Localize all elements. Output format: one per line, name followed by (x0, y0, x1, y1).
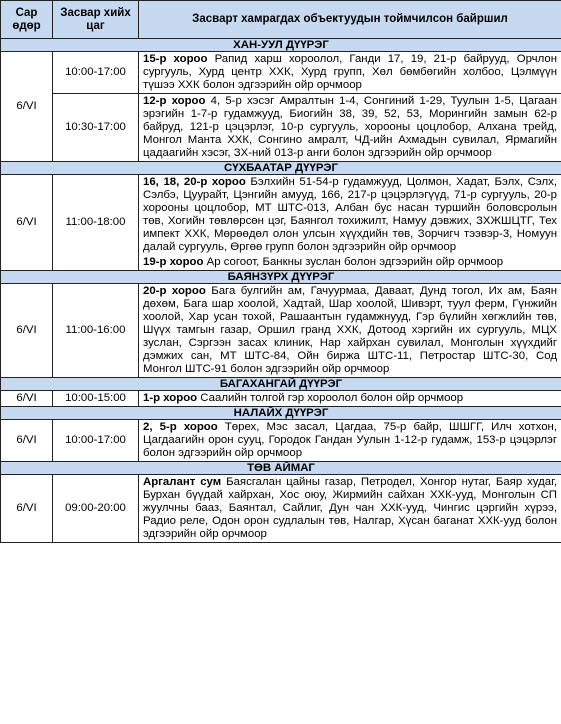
district-header: БАГАХАНГАЙ ДҮҮРЭГ (1, 378, 561, 391)
date-cell: 6/VI (1, 52, 53, 162)
khoroo-label: 12-р хороо (143, 95, 206, 107)
location-text: Ар согоот, Банкны зуслан болон эдгээрийн ойр орчмоор (203, 256, 504, 268)
header-location: Засварт хамрагдах объектуудын тоймчилсон байршил (139, 1, 561, 39)
location-cell (139, 52, 561, 94)
time-cell: 11:00-16:00 (53, 284, 139, 378)
location-text: Баясгалан цайны газар, Петродел, Хонгор нутаг, Баяр худаг, Бурхан бүүдай хайрхан, Хос оюу, Жирмийн сайхан ХХК-ууд, Монголын СП жуулчны бааз, Баянтал, Сайлиг, Дун чан ХХК-ууд, Чингис цэргийн хүрээ, Радио реле, Одон орон судлалын төв, Налгар, Хүсан баганат ХХК-ууд болон эдгээрийн ойр орчмоор (143, 476, 558, 540)
header-time: Засвар хийх цаг (53, 1, 139, 39)
date-cell: 6/VI (1, 175, 53, 271)
location-cell (139, 420, 561, 462)
location-cell (139, 175, 561, 271)
district-header: СҮХБААТАР ДҮҮРЭГ (1, 162, 561, 175)
khoroo-label: 1-р хороо (143, 392, 198, 404)
location-text: Бага булгийн ам, Гачуурмаа, Даваат, Дунд тогол, Их ам, Баян дөхөм, Бага шар хоолой, Хадтай, Шар хоолой, Шивэрт, туул ферм, Гүнжийн хоолой, Хар усан тохой, Рашаантын гудамжнууд, Гэр бүлийн хөгжлийн төв, Шүүх тамгын газар, Оршил гранд ХХК, Дотоод хэргийн их сургууль, МЦХ зуслан, Сэргээн засах клиник, Нар хайрхан сувилал, Монголын хүүхдийг дэмжих сан, МТ ШТС-84, Ойн биржа ШТС-11, Петростар ШТС-30, Сод Монгол ШТС-91 болон эдгээрийн ойр орчмоор (143, 285, 558, 375)
date-cell: 6/VI (1, 284, 53, 378)
time-cell: 10:00-15:00 (53, 391, 139, 407)
location-text: Төрех, Мэс засал, Цагдаа, 75-р байр, ШШГГ, Илч хотхон, Цагдаагийн орон сууц, Городок Гандан Уулын 1-12-р гудамж, 153-р цэцэрлэг болон эдгээрийн ойр орчмоор (143, 421, 557, 459)
khoroo-label: 20-р хороо (143, 285, 206, 297)
district-header: БАЯНЗҮРХ ДҮҮРЭГ (1, 271, 561, 284)
district-header: НАЛАЙХ ДҮҮРЭГ (1, 407, 561, 420)
location-text: Рапид харш хороолол, Ганди 17, 19, 21-р байрууд, Орчлон сургууль, Хурд центр ХХК, Хурд групп, Хөл бөмбөгийн холбоо, Цэлмүүн түшээ ХХК болон эдгээрийн ойр орчмоор (143, 53, 557, 91)
time-cell: 10:00-17:00 (53, 52, 139, 94)
district-header: ХАН-УУЛ ДҮҮРЭГ (1, 39, 561, 52)
khoroo-label: 15-р хороо (143, 53, 208, 65)
time-cell: 09:00-20:00 (53, 475, 139, 543)
time-cell: 11:00-18:00 (53, 175, 139, 271)
location-cell (139, 475, 561, 543)
date-cell: 6/VI (1, 420, 53, 462)
district-header: ТӨВ АЙМАГ (1, 462, 561, 475)
khoroo-label: 19-р хороо (143, 256, 204, 268)
location-text: Саалийн толгой гэр хороолол болон ойр орчмоор (197, 392, 464, 404)
time-cell: 10:00-17:00 (53, 420, 139, 462)
khoroo-label: Аргалант сум (143, 476, 222, 488)
location-cell (139, 284, 561, 378)
time-cell: 10:30-17:00 (53, 94, 139, 162)
date-cell: 6/VI (1, 391, 53, 407)
date-cell: 6/VI (1, 475, 53, 543)
khoroo-label: 16, 18, 20-р хороо (143, 176, 246, 188)
header-date: Сар өдөр (1, 1, 53, 39)
location-text: Бэлхийн 51-54-р гудамжууд, Цолмон, Хадат, Бэлх, Сэлх, Сэлбэ, Цуурайт, Цэнгийн амууд, 166, 217-р цэцэрлэгүүд, 71-р сургууль, 20-р хорооны цоцлобор, МТ ШТС-013, Албан бус насан туршийн боловсролын төв, Хогийн төвлөрсөн цэг, Баянгол тохижилт, Намуу дэвжих, ЗХЖШЦТГ, Тех импект ХХК, Мөрөөдөл олон улсын хүүхдийн төв, Зорчигч тээвэр-3, Номуун далай сургууль, Өргөө групп болон эдгээрийн ойр орчмоор (143, 176, 558, 253)
khoroo-label: 2, 5-р хороо (143, 421, 218, 433)
location-cell (139, 391, 561, 407)
location-text: 4, 5-р хэсэг Амралтын 1-4, Сонгиний 1-29, Туулын 1-5, Цагаан эрэгийн 1-7-р гудамжууд, Биогийн 38, 39, 52, 53, Морингийн замын 62-р байруд, 121-р цэцэрлэг, 10-р сургууль, хорооны цоцлобор, Алхана трейд, Монгол Манта ХХК, Сонгино амралт, ЧД-ийн Ахмадын сувилал, Ярмагийн цадаагийн хэсэг, ЗХ-ний 013-р анги болон эдгээрийн ойр орчмоор (143, 95, 557, 159)
location-cell (139, 94, 561, 162)
